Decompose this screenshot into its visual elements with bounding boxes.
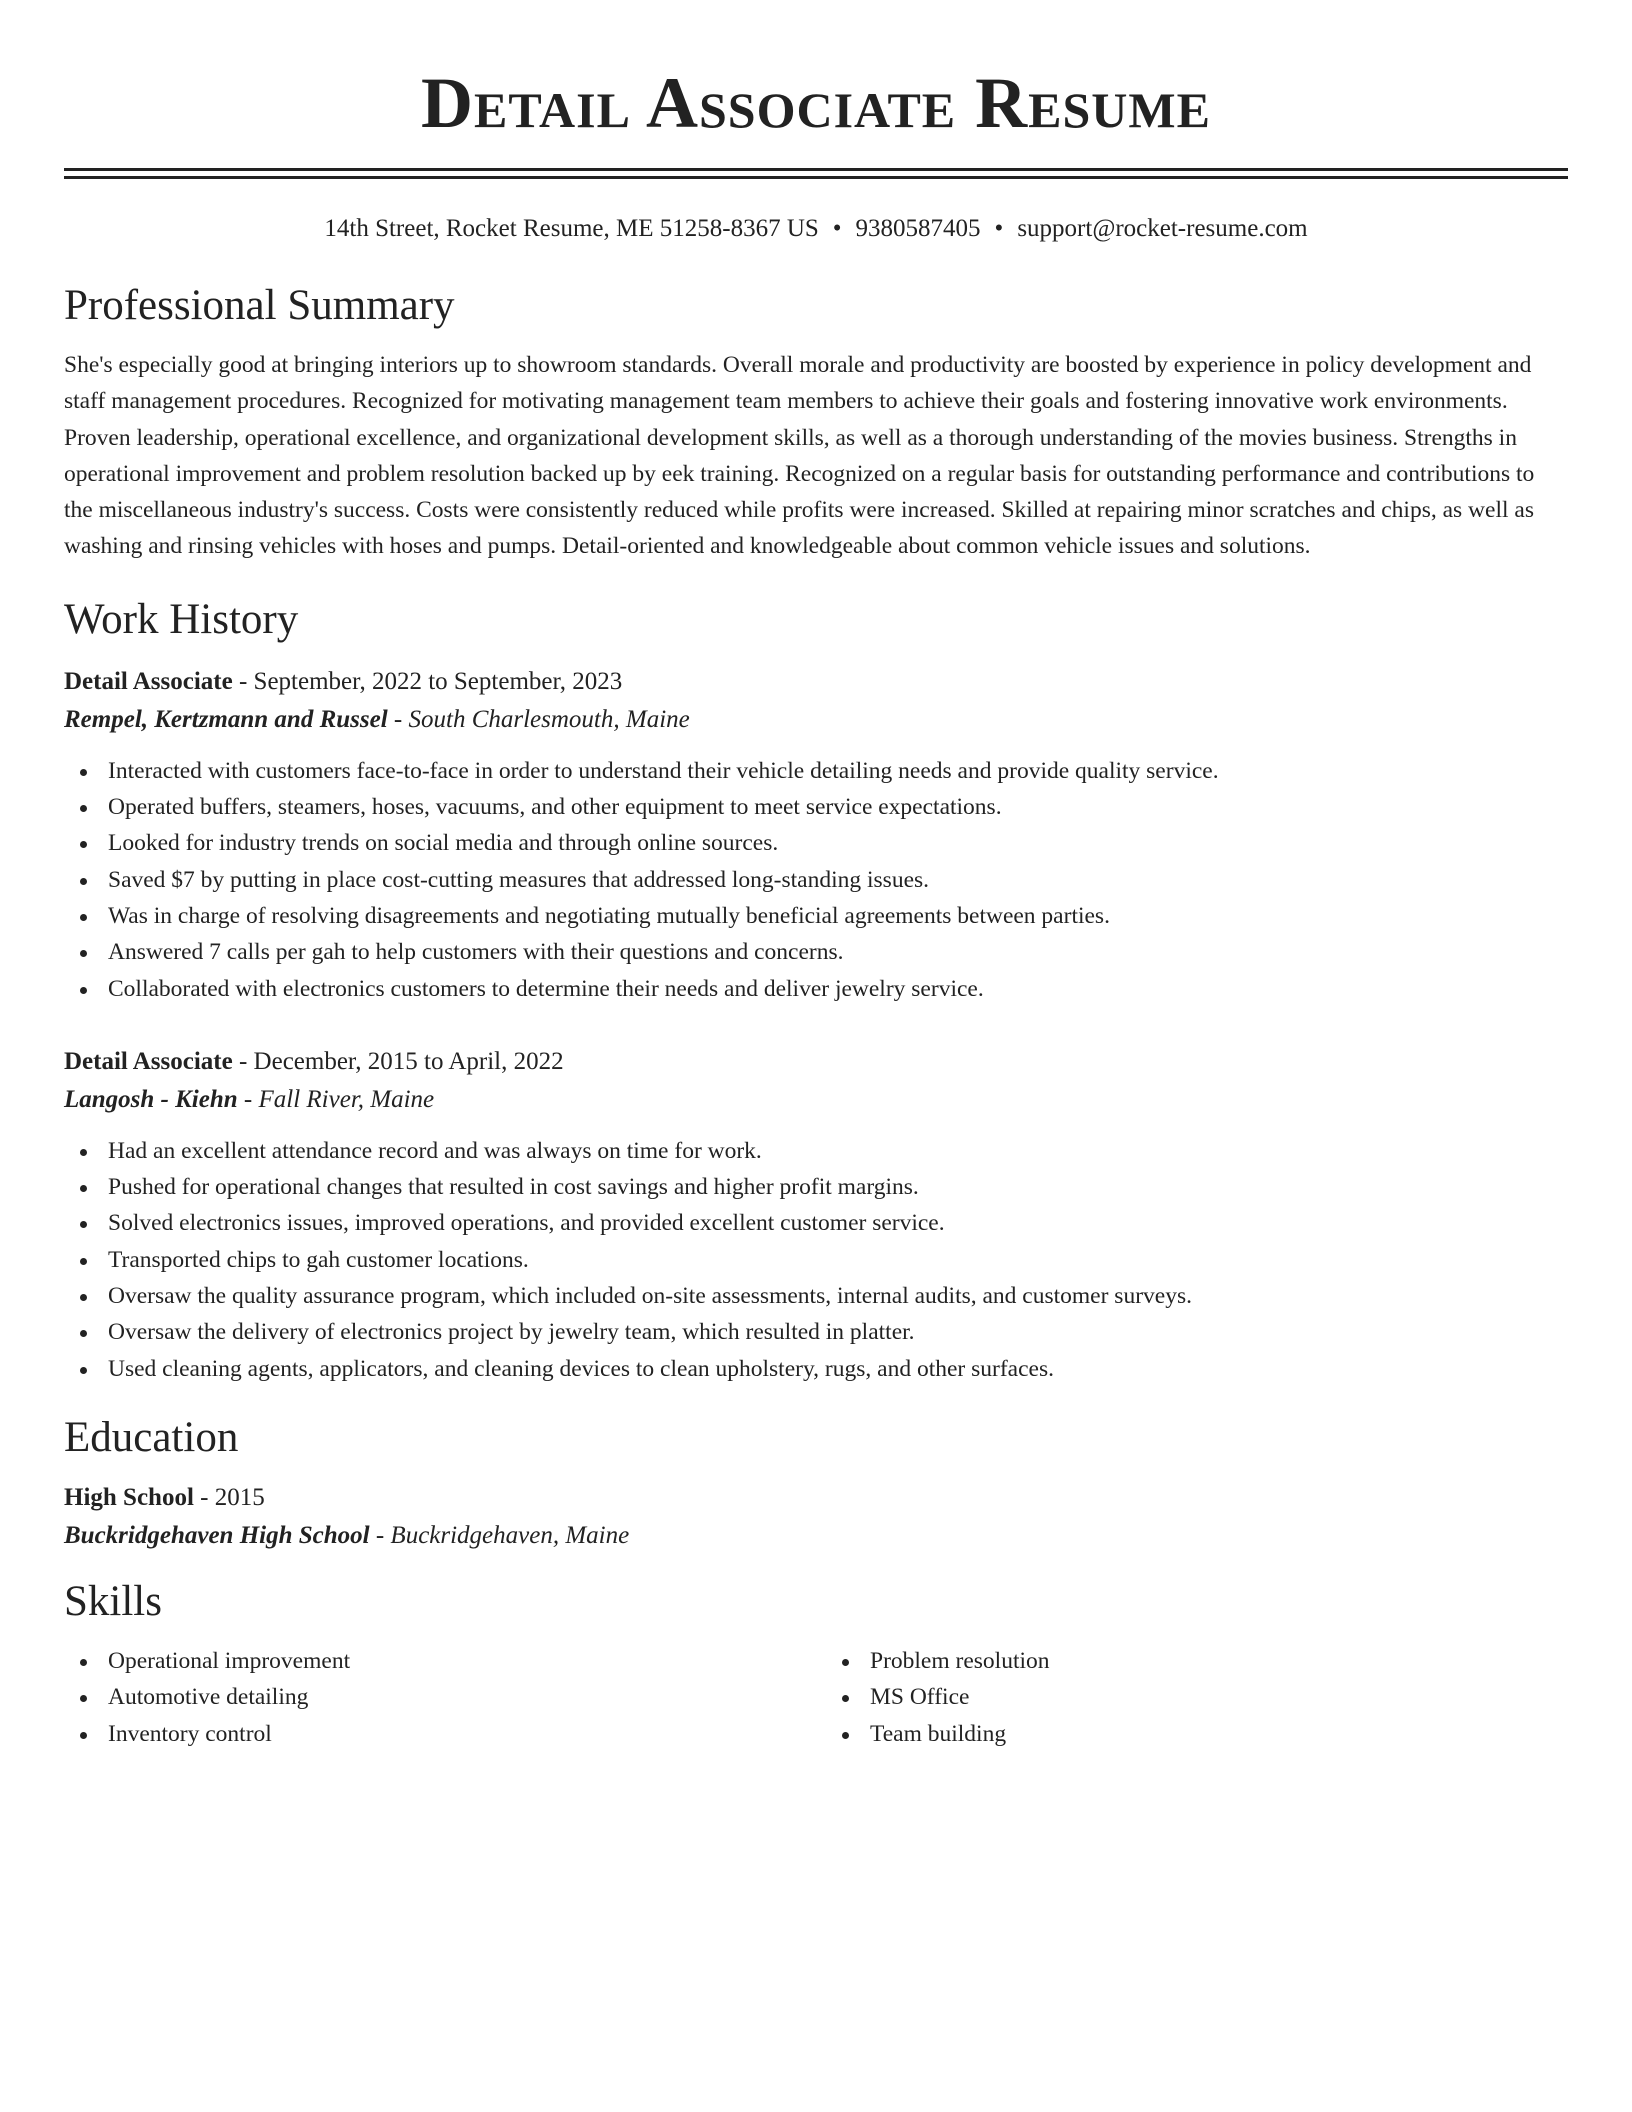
list-item <box>64 1679 806 1715</box>
education-year: - 2015 <box>193 1483 265 1511</box>
list-item-text: Was in charge of resolving disagreements and negotiating mutually beneficial agreements between parties. <box>108 902 1110 929</box>
list-item <box>64 1351 1568 1387</box>
bullet-icon <box>80 1330 87 1337</box>
job-location: - South Charlesmouth, Maine <box>387 705 690 733</box>
contact-separator: • <box>994 215 1004 242</box>
contact-phone: 9380587405 <box>855 215 981 242</box>
section-heading-work-history: Work History <box>64 595 299 643</box>
job-employer-line <box>64 1081 1568 1119</box>
bullet-icon <box>80 878 87 885</box>
summary-paragraph: She's especially good at bringing interiors up to showroom standards. Overall morale and productivity are boosted by experience in policy development and staff management procedures. Recognized for motivating management team members to achieve their goals and fostering innovative work environments. Proven leadership, operational excellence, and organizational development skills, as well as a thorough understanding of the movies business. Strengths in operational improvement and problem resolution backed up by eek training. Recognized on a regular basis for outstanding performance and contributions to the miscellaneous industry's success. Costs were consistently reduced while profits were increased. Skilled at repairing minor scratches and chips, as well as washing and rinsing vehicles with hoses and pumps. Detail-oriented and knowledgeable about common vehicle issues and solutions. <box>64 352 1535 560</box>
list-item-text: Oversaw the quality assurance program, which included on-site assessments, internal audits, and customer surveys. <box>108 1283 1192 1310</box>
bullet-icon <box>80 1659 87 1666</box>
education-school: Buckridgehaven High School <box>64 1521 370 1549</box>
list-item-text: Solved electronics issues, improved operations, and provided excellent customer service. <box>108 1210 945 1237</box>
skill-text: Problem resolution <box>870 1647 1050 1674</box>
contact-address: 14th Street, Rocket Resume, ME 51258-8367 US <box>324 215 819 242</box>
resume-page <box>64 0 1568 1752</box>
education-header <box>64 1479 1568 1517</box>
section-heading-skills: Skills <box>64 1577 162 1625</box>
education-degree: High School <box>64 1483 194 1511</box>
list-item <box>64 1242 1568 1278</box>
skill-text: MS Office <box>870 1684 970 1711</box>
bullet-icon <box>80 805 87 812</box>
list-item-text: Answered 7 calls per gah to help customers with their questions and concerns. <box>108 939 844 966</box>
job-employer-line <box>64 701 1568 739</box>
bullet-icon <box>80 1367 87 1374</box>
job-title: Detail Associate <box>64 1047 233 1075</box>
list-item-text: Used cleaning agents, applicators, and cleaning devices to clean upholstery, rugs, and other surfaces. <box>108 1355 1054 1382</box>
skill-text: Operational improvement <box>108 1647 351 1674</box>
education-entry <box>64 1479 1568 1555</box>
list-item <box>64 971 1568 1007</box>
list-item-text: Saved $7 by putting in place cost-cutting measures that addressed long-standing issues. <box>108 866 930 893</box>
bullet-icon <box>842 1732 849 1739</box>
education-location: - Buckridgehaven, Maine <box>369 1521 630 1549</box>
list-item-text: Transported chips to gah customer locations. <box>108 1246 529 1273</box>
list-item <box>64 898 1568 934</box>
bullet-icon <box>80 841 87 848</box>
bullet-icon <box>80 1695 87 1702</box>
job-dates: - December, 2015 to April, 2022 <box>232 1047 564 1075</box>
bullet-icon <box>80 1732 87 1739</box>
bullet-icon <box>80 1149 87 1156</box>
skill-text: Team building <box>870 1720 1007 1747</box>
bullet-icon <box>80 769 87 776</box>
list-item <box>64 1133 1568 1169</box>
section-heading-summary: Professional Summary <box>64 282 455 329</box>
contact-email: support@rocket-resume.com <box>1017 215 1308 242</box>
skills-list-left <box>64 1643 806 1752</box>
job-company: Rempel, Kertzmann and Russel <box>64 705 388 733</box>
job-duties-list <box>64 753 1568 1007</box>
list-item-text: Operated buffers, steamers, hoses, vacuums, and other equipment to meet service expectations. <box>108 794 1002 821</box>
skills-list-right <box>826 1643 1568 1752</box>
list-item <box>64 753 1568 789</box>
job-company: Langosh - Kiehn <box>64 1085 238 1113</box>
list-item <box>826 1679 1568 1715</box>
job-duties-list <box>64 1133 1568 1387</box>
list-item <box>64 1278 1568 1314</box>
skill-text: Inventory control <box>108 1720 272 1747</box>
list-item <box>64 825 1568 861</box>
bullet-icon <box>80 1294 87 1301</box>
list-item <box>64 789 1568 825</box>
list-item <box>826 1643 1568 1679</box>
list-item-text: Collaborated with electronics customers to determine their needs and deliver jewelry service. <box>108 975 984 1002</box>
list-item-text: Pushed for operational changes that resulted in cost savings and higher profit margins. <box>108 1174 919 1201</box>
bullet-icon <box>80 914 87 921</box>
bullet-icon <box>80 987 87 994</box>
job-entry <box>64 663 1568 1007</box>
job-header <box>64 663 1568 701</box>
bullet-icon <box>842 1659 849 1666</box>
contact-separator: • <box>832 215 842 242</box>
list-item <box>64 1643 806 1679</box>
list-item <box>64 1169 1568 1205</box>
contact-line <box>64 213 1568 245</box>
bullet-icon <box>80 1258 87 1265</box>
list-item <box>64 934 1568 970</box>
list-item-text: Looked for industry trends on social media and through online sources. <box>108 830 779 857</box>
list-item <box>64 1716 806 1752</box>
bullet-icon <box>80 1185 87 1192</box>
list-item <box>64 1205 1568 1241</box>
skills-grid <box>64 1643 1568 1752</box>
job-dates: - September, 2022 to September, 2023 <box>232 667 623 695</box>
list-item-text: Oversaw the delivery of electronics project by jewelry team, which resulted in platter. <box>108 1319 915 1346</box>
list-item-text: Interacted with customers face-to-face in order to understand their vehicle detailing needs and provide quality service. <box>108 757 1219 784</box>
section-heading-education: Education <box>64 1413 239 1461</box>
title-divider-thin <box>64 176 1568 179</box>
job-header <box>64 1043 1568 1081</box>
list-item <box>64 862 1568 898</box>
education-school-line <box>64 1517 1568 1555</box>
title-divider-thick <box>64 168 1568 171</box>
list-item <box>826 1716 1568 1752</box>
resume-title: Detail Associate Resume <box>421 63 1211 143</box>
bullet-icon <box>842 1695 849 1702</box>
skill-text: Automotive detailing <box>108 1684 309 1711</box>
bullet-icon <box>80 950 87 957</box>
list-item-text: Had an excellent attendance record and was always on time for work. <box>108 1137 762 1164</box>
bullet-icon <box>80 1221 87 1228</box>
job-location: - Fall River, Maine <box>237 1085 435 1113</box>
job-title: Detail Associate <box>64 667 233 695</box>
list-item <box>64 1314 1568 1350</box>
job-entry <box>64 1043 1568 1387</box>
